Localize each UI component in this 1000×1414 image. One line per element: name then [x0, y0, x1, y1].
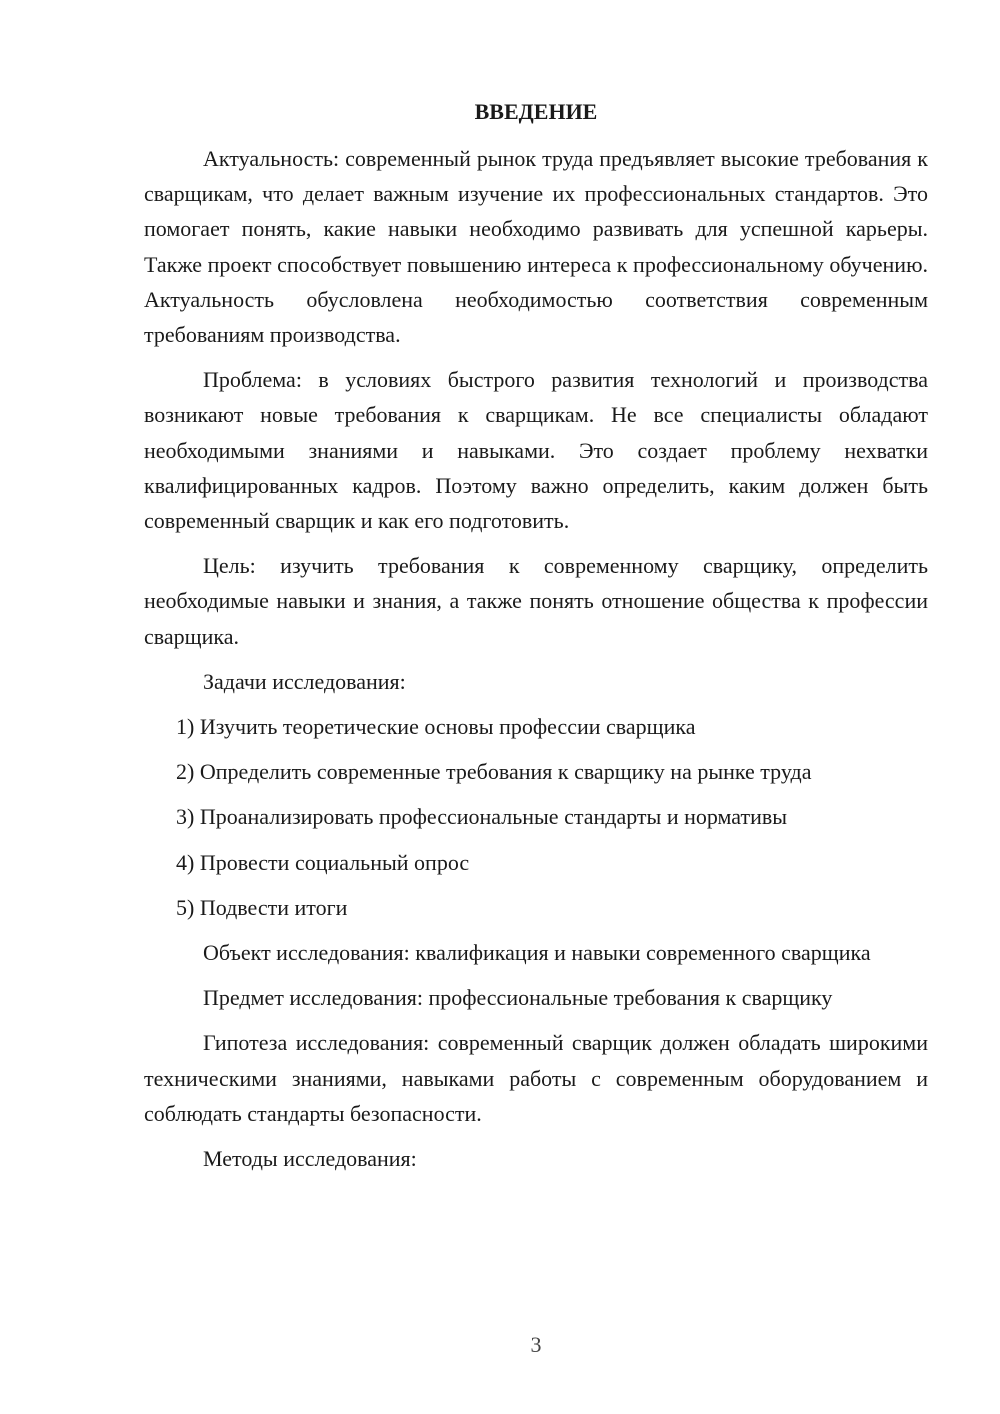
goal-paragraph: Цель: изучить требования к современному сварщику, определить необходимые навыки и знания, а также понять отношение общества к профессии сварщика.: [144, 553, 928, 649]
tasks-heading: Задачи исследования:: [203, 668, 406, 694]
methods-heading: Методы исследования:: [203, 1146, 417, 1172]
hypothesis-paragraph: Гипотеза исследования: современный сварщик должен обладать широкими техническими знаниями, навыками работы с современным оборудованием и соблюдать стандарты безопасности.: [144, 1030, 928, 1126]
task-item: 4) Провести социальный опрос: [176, 849, 470, 875]
problem-paragraph: Проблема: в условиях быстрого развития технологий и производства возникают новые требования к сварщикам. Не все специалисты обладают необходимыми знаниями и навыками. Это создает проблему нехватки квалифицированных кадров. Поэтому важно определить, каким должен быть современный сварщик и как его подготовить.: [144, 367, 928, 534]
object-paragraph: Объект исследования: квалификация и навыки современного сварщика: [203, 940, 871, 966]
task-item: 1) Изучить теоретические основы профессии сварщика: [176, 714, 696, 740]
task-item: 5) Подвести итоги: [176, 894, 348, 920]
page-content: [144, 96, 928, 1186]
section-title: ВВЕДЕНИЕ: [474, 99, 598, 124]
subject-paragraph: Предмет исследования: профессиональные требования к сварщику: [203, 985, 833, 1011]
page-number: 3: [530, 1332, 542, 1357]
task-item: 3) Проанализировать профессиональные стандарты и нормативы: [176, 804, 788, 830]
task-item: 2) Определить современные требования к сварщику на рынке труда: [176, 759, 812, 785]
tasks-list: [144, 709, 928, 925]
relevance-paragraph: Актуальность: современный рынок труда предъявляет высокие требования к сварщикам, что делает важным изучение их профессиональных стандартов. Это помогает понять, какие навыки необходимо развивать для успешной карьеры. Также проект способствует повышению интереса к профессиональному обучению. Актуальность обусловлена необходимостью соответствия современным требованиям производства.: [144, 146, 928, 348]
